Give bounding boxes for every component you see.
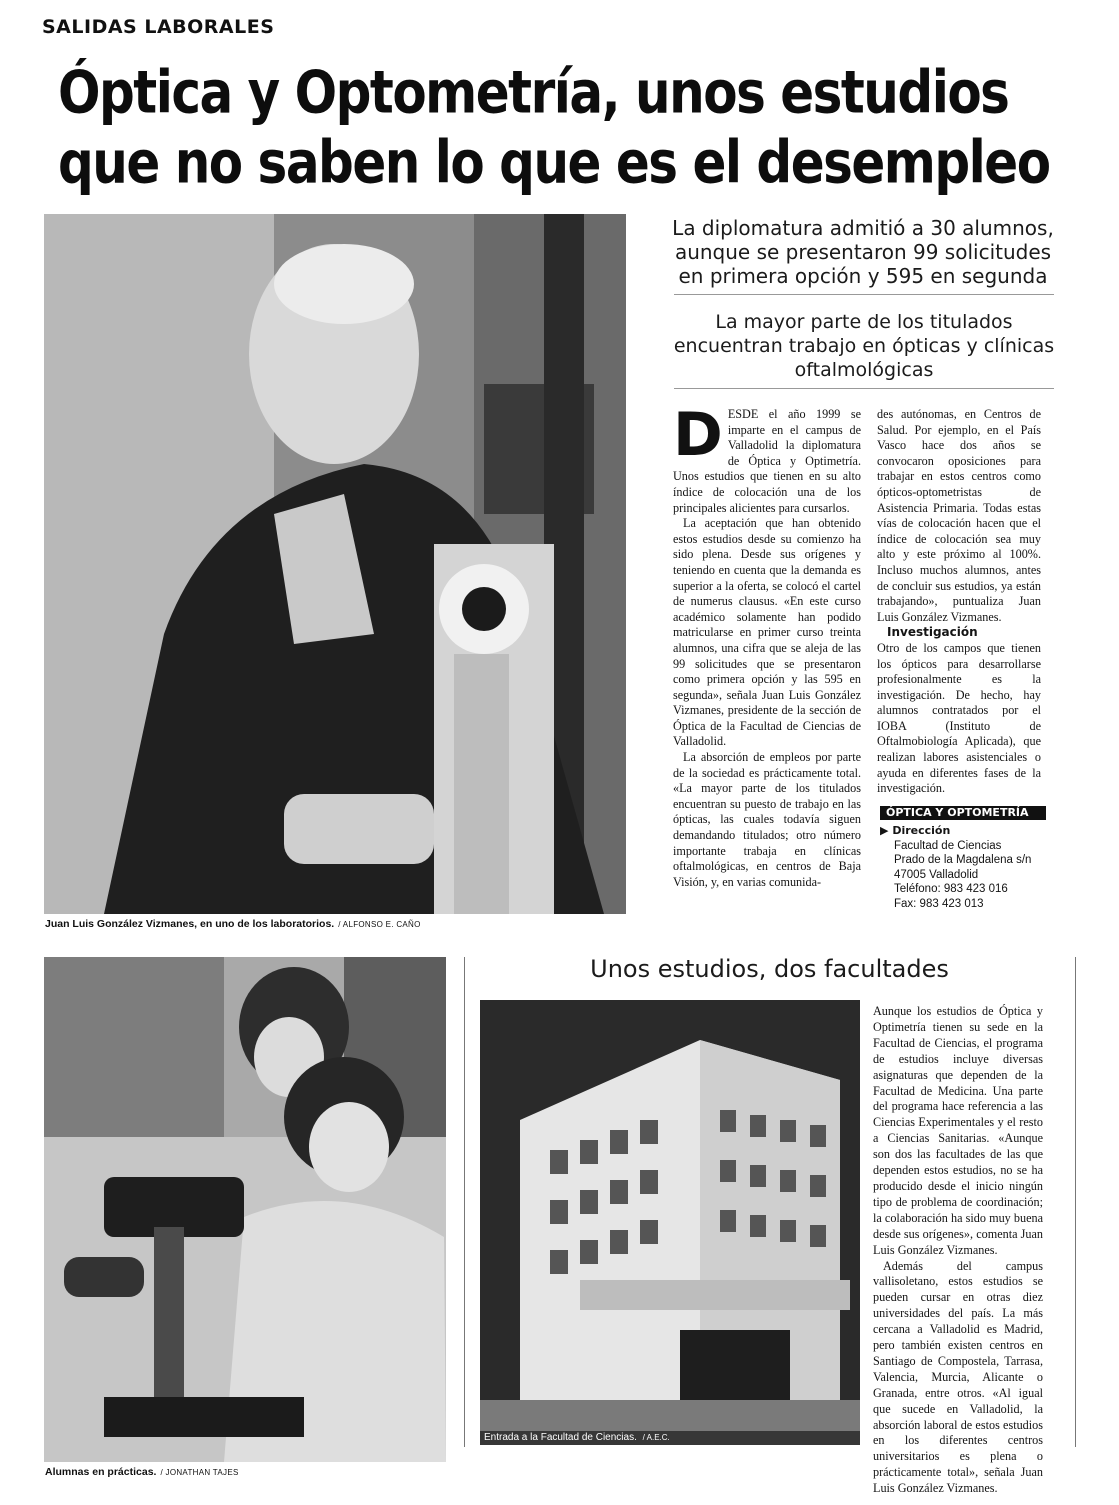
triangle-bullet-icon: ▶ — [880, 824, 889, 837]
facultad-photo-caption — [480, 1431, 860, 1445]
deck-2-line-1: La mayor parte de los titulados — [715, 311, 1013, 333]
deck-1-line-3: en primera opción y 595 en segunda — [678, 264, 1048, 288]
deck-divider-1 — [674, 294, 1054, 295]
photo2-credit: / JONATHAN TAJES — [160, 1468, 239, 1477]
infobox-title: ÓPTICA Y OPTOMETRÍA — [880, 806, 1046, 820]
deck-2-line-2: encuentran trabajo en ópticas y clínicas — [673, 335, 1055, 357]
article-column-2 — [877, 407, 1041, 797]
photo2-caption-text: Alumnas en prácticas. — [45, 1466, 157, 1478]
sidebar-paragraph-1: Aunque los estudios de Óptica y Optimetría tienen su sede en la Facultad de Ciencias, el programa de estudios incluye diversas asignaturas que dependen de la Facultad de Medicina. Una parte del programa hace referencia a las Ciencias Experimentales y el resto a Ciencias Sanitarias. «Aunque son dos las facultades de las que dependen estos estudios, no se ha producido desde el inicio ningún tipo de problema de coordinación; la colaboración ha sido muy buena desde sus orígenes», comenta Juan Luis González Vizmanes. — [873, 1004, 1043, 1257]
article-paragraph-1-text: ESDE el año 1999 se imparte en el campus de Valladolid la diplomatura de Óptica y Optimetría. Unos estudios que tienen en su alto índice de colocación una de los principales alicientes para cursarlos. — [673, 407, 861, 515]
facultad-caption-credit: / A.E.C. — [642, 1433, 670, 1442]
article-column-1 — [673, 400, 861, 890]
subhead-investigacion: Investigación — [887, 625, 978, 640]
infobox-fax: Fax: 983 423 013 — [894, 897, 984, 910]
infobox-phone: Teléfono: 983 423 016 — [894, 883, 1008, 895]
facultad-caption-text: Entrada a la Facultad de Ciencias. — [484, 1432, 637, 1443]
sidebar-border-right — [1075, 957, 1076, 1447]
infobox-label-row — [880, 824, 1050, 839]
article-paragraph-2: La aceptación que han obtenido estos estudios desde su comienzo ha sido plena. Desde sus orígenes y teniendo en cuenta que la demanda es superior a la oferta, se colocó el cartel de numerus clausus. «En este curso académico solamente han podido matricularse en primer curso treinta alumnos, una cifra que se aleja de las 99 solicitudes que se presentaron como primera opción y las 595 en segunda», señala Juan Luis González Vizmanes, presidente de la sección de Óptica de la Facultad de Ciencias de Valladolid. — [673, 516, 861, 749]
deck-1-line-2: aunque se presentaron 99 solicitudes — [674, 240, 1052, 264]
sidebar-paragraph-2: Además del campus vallisoletano, estos estudios se pueden cursar en otras diez universidades del país. La más cercana a Valladolid es Madrid, pero también existen centros en Santiago de Compostela, Tarrasa, Valencia, Murcia, Alicante o Granada, entre otros. «Al igual que sucede en Valladolid, la absorción laboral de estos estudios en los diferentes centros universitarios es plena o prácticamente total», señala Juan Luis González Vizmanes. — [873, 1258, 1043, 1496]
deck-divider-2 — [674, 388, 1054, 389]
infobox-line-2: Prado de la Magdalena s/n — [894, 854, 1032, 866]
photo1-caption — [45, 918, 421, 930]
infobox-line-1: Facultad de Ciencias — [894, 839, 1002, 852]
article-paragraph-5: Otro de los campos que tienen los ópticos para desarrollarse profesionalmente es la investigación. De hecho, hay alumnos contratados por el IOBA (Instituto de Oftalmobiología Aplicada), que realizan labores asistenciales o ayuda en diferentes fases de la investigación. — [877, 640, 1041, 796]
photo1-caption-text: Juan Luis González Vizmanes, en uno de los laboratorios. — [45, 918, 335, 930]
photo2-caption — [45, 1466, 239, 1478]
headline-line-2: que no saben lo que es el desempleo — [58, 128, 1050, 197]
deck-2 — [660, 310, 1068, 382]
infobox — [880, 824, 1050, 911]
infobox-line-3: 47005 Valladolid — [894, 868, 979, 881]
deck-1 — [672, 216, 1054, 288]
deck-2-line-3: oftalmológicas — [794, 359, 934, 381]
drop-cap: D — [673, 400, 723, 470]
photo-man-laboratory — [44, 214, 626, 914]
sidebar-text — [873, 1004, 1043, 1497]
photo-students-microscope — [44, 957, 446, 1462]
article-paragraph-4: des autónomas, en Centros de Salud. Por ejemplo, en el País Vasco hace dos años se convocaron oposiciones para trabajar en estos centros como ópticos-optometristas de Asistencia Primaria. Todas estas vías de colocación hacen que el índice de colocación sea muy alto y este próximo al 100%. Incluso muchos alumnos, antes de concluir sus estudios, ya están trabajando», puntualiza Juan Luis González Vizmanes. — [877, 407, 1041, 624]
sidebar-border-left — [464, 957, 465, 1447]
photo1-credit: / ALFONSO E. CAÑO — [338, 920, 421, 929]
infobox-label: Dirección — [892, 824, 951, 837]
section-label: SALIDAS LABORALES — [42, 16, 275, 38]
sidebar-title: Unos estudios, dos facultades — [590, 955, 949, 983]
headline-line-1: Óptica y Optometría, unos estudios — [58, 58, 1009, 127]
deck-1-line-1: La diplomatura admitió a 30 alumnos, — [672, 216, 1054, 240]
article-paragraph-3: La absorción de empleos por parte de la sociedad es prácticamente total. «La mayor parte de los titulados encuentran su puesto de trabajo en las ópticas, las cuales todavía siguen demandando titulados; otro número importante trabaja en clínicas oftalmológicas, en centros de Baja Visión, y, en varias comunida- — [673, 750, 861, 889]
infobox-address — [880, 839, 1050, 912]
photo-facultad-ciencias — [480, 1000, 860, 1445]
article-paragraph-1 — [673, 400, 861, 516]
